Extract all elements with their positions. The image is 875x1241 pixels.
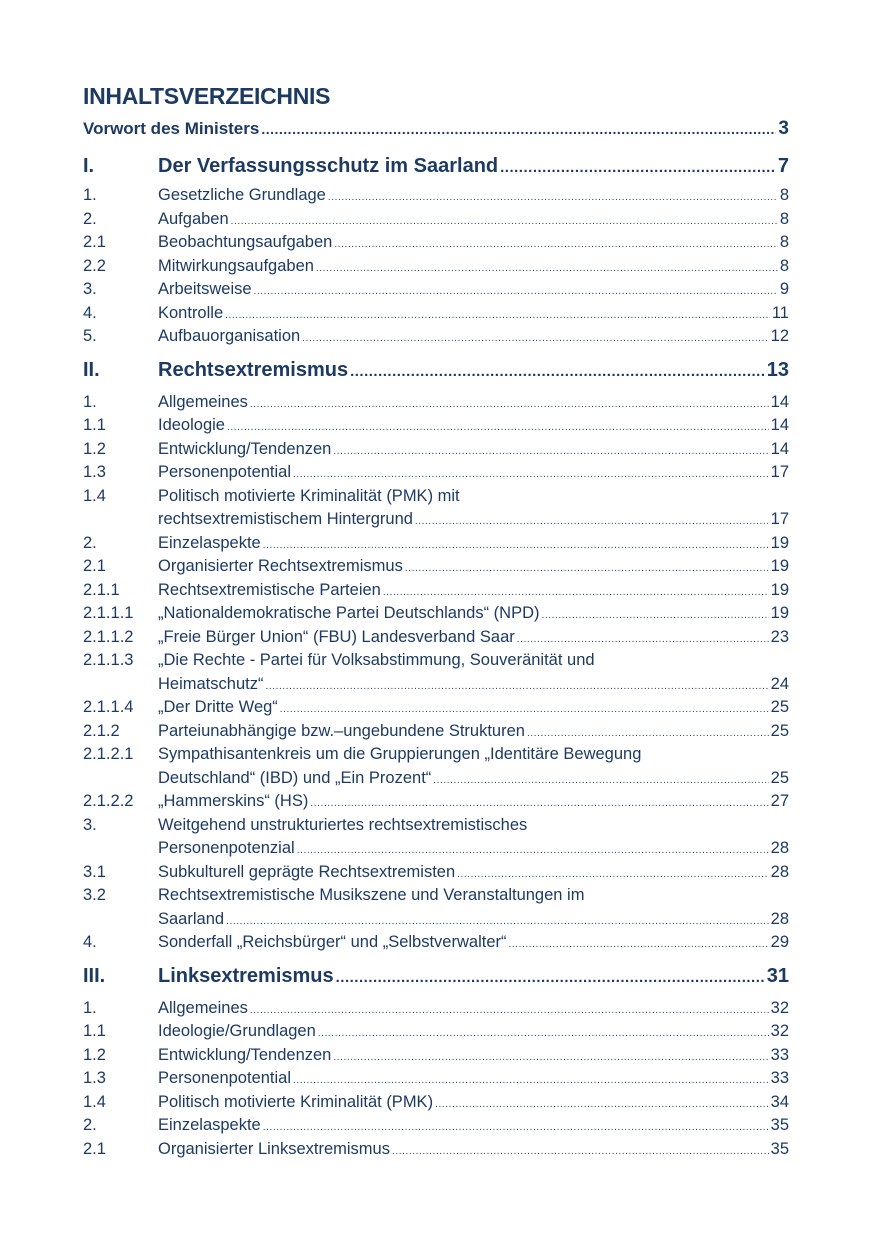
chapter-page: 13	[766, 358, 789, 381]
dot-leader	[333, 440, 768, 464]
dot-leader	[254, 280, 778, 304]
entry-number: 2.2	[83, 256, 106, 275]
chapter-page: 7	[777, 155, 789, 177]
dot-leader	[333, 1046, 768, 1070]
entry-number: 2.1	[83, 233, 106, 251]
entry-page: 8	[779, 186, 789, 204]
entry-page: 19	[770, 580, 789, 599]
entry-text: Rechtsextremistische Parteien	[158, 580, 381, 599]
entry-page: 19	[770, 533, 789, 552]
entry-page: 14	[770, 416, 789, 434]
entry-number: 2.1	[83, 557, 106, 575]
chapter-number: I.	[83, 155, 95, 177]
dot-leader	[316, 257, 778, 281]
toc-entry[interactable]	[83, 532, 789, 556]
entry-text-line1: Rechtsextremistische Musikszene und Veranstaltungen im	[158, 886, 585, 904]
entry-page: 33	[770, 1069, 789, 1087]
chapter-title: Der Verfassungsschutz im Saarland	[158, 155, 499, 177]
dot-leader	[350, 351, 765, 393]
entry-text: Deutschland“ (IBD) und „Ein Prozent“	[158, 768, 432, 787]
entry-number: 4.	[83, 303, 97, 322]
entry-text-line1: Sympathisantenkreis um die Gruppierungen „Identitäre Bewegung	[158, 745, 642, 763]
toc-chapter-heading[interactable]	[83, 349, 789, 391]
entry-page: 23	[770, 627, 789, 646]
dot-leader	[293, 1069, 769, 1093]
entry-number: 2.1.1.1	[83, 604, 134, 622]
entry-text: Einzelaspekte	[158, 533, 261, 552]
entry-text: Kontrolle	[158, 303, 224, 322]
entry-page: 14	[770, 392, 789, 411]
entry-page: 28	[770, 839, 789, 857]
chapter-number: II.	[83, 358, 100, 381]
entry-number: 1.1	[83, 1022, 106, 1040]
dot-leader	[318, 1022, 769, 1046]
entry-text: Vorwort des Ministers	[83, 119, 260, 138]
dot-leader	[435, 1093, 769, 1117]
entry-number: 2.	[83, 1116, 97, 1134]
entry-number: 1.2	[83, 439, 106, 458]
entry-text: Arbeitsweise	[158, 280, 252, 298]
entry-text-line1: Weitgehend unstrukturiertes rechtsextremistisches	[158, 815, 528, 834]
entry-text: Einzelaspekte	[158, 1116, 261, 1134]
dot-leader	[383, 581, 769, 605]
toc-chapter-heading[interactable]	[83, 144, 789, 184]
toc-entry-line[interactable]	[83, 743, 789, 767]
dot-leader	[433, 769, 768, 793]
toc-entry-line[interactable]	[83, 649, 789, 673]
entry-number: 2.1.1.2	[83, 627, 134, 646]
entry-number: 1.2	[83, 1045, 106, 1064]
entry-text-line1: Politisch motivierte Kriminalität (PMK) mit	[158, 486, 460, 505]
entry-page: 8	[779, 256, 789, 275]
entry-page: 27	[770, 792, 789, 810]
chapter-number: III.	[83, 964, 106, 987]
toc-entry[interactable]	[83, 1114, 789, 1138]
dot-leader	[457, 863, 768, 887]
toc-entry[interactable]	[83, 302, 789, 326]
toc-entry[interactable]	[83, 626, 789, 650]
entry-page: 28	[770, 862, 789, 881]
entry-number: 2.1.1.3	[83, 651, 134, 669]
entry-page: 25	[770, 698, 789, 716]
chapter-title: Rechtsextremismus	[158, 358, 349, 381]
entry-page: 25	[770, 768, 789, 787]
entry-number: 2.1.2	[83, 721, 120, 740]
entry-number: 1.	[83, 186, 97, 204]
entry-page: 24	[770, 674, 789, 693]
dot-leader	[405, 557, 769, 581]
entry-number: 2.	[83, 533, 97, 552]
entry-page: 33	[770, 1045, 789, 1064]
entry-number: 3.	[83, 815, 97, 834]
toc-chapter-heading[interactable]	[83, 955, 789, 997]
entry-text: Ideologie/Grundlagen	[158, 1022, 316, 1040]
dot-leader	[261, 114, 776, 144]
table-of-contents	[83, 78, 789, 1161]
toc-entry[interactable]	[83, 1020, 789, 1044]
entry-page: 9	[779, 280, 789, 298]
entry-text: Beobachtungsaufgaben	[158, 233, 333, 251]
entry-number: 4.	[83, 933, 97, 951]
entry-page: 34	[770, 1092, 789, 1111]
dot-leader	[263, 534, 769, 558]
toc-entry[interactable]	[83, 1138, 789, 1162]
entry-page: 17	[770, 510, 789, 528]
toc-entry[interactable]	[83, 325, 789, 349]
entry-number: 2.1.1.4	[83, 698, 134, 716]
entry-text: Saarland	[158, 909, 225, 928]
entry-number: 1.3	[83, 1069, 106, 1087]
entry-number: 5.	[83, 327, 97, 345]
entry-page: 25	[770, 721, 789, 740]
toc-entry[interactable]	[83, 555, 789, 579]
toc-entry-line[interactable]	[83, 884, 789, 908]
toc-entry[interactable]	[83, 579, 789, 603]
entry-page: 8	[779, 209, 789, 228]
dot-leader	[392, 1140, 769, 1164]
toc-entry-continuation[interactable]	[83, 508, 789, 532]
toc-entry-continuation[interactable]	[83, 767, 789, 791]
dot-leader	[297, 839, 769, 863]
entry-number: 1.	[83, 392, 97, 411]
toc-entry[interactable]	[83, 861, 789, 885]
entry-page: 29	[770, 933, 789, 951]
toc-entry[interactable]	[83, 208, 789, 232]
entry-text: Organisierter Rechtsextremismus	[158, 557, 403, 575]
entry-page: 8	[779, 233, 789, 251]
dot-leader	[250, 393, 769, 417]
dot-leader	[227, 416, 769, 440]
entry-text: Entwicklung/Tendenzen	[158, 439, 332, 458]
toc-entry-continuation[interactable]	[83, 837, 789, 861]
dot-leader	[280, 698, 769, 722]
entry-text: Personenpotential	[158, 1069, 292, 1087]
toc-entry-continuation[interactable]	[83, 908, 789, 932]
entry-text: „Nationaldemokratische Partei Deutschlands“ (NPD)	[158, 604, 540, 622]
entry-text: Subkulturell geprägte Rechtsextremisten	[158, 862, 456, 881]
entry-number: 1.	[83, 998, 97, 1017]
chapter-title: Linksextremismus	[158, 964, 334, 987]
toc-entry-vorwort[interactable]	[83, 114, 789, 144]
entry-number: 3.2	[83, 886, 106, 904]
entry-page: 35	[770, 1139, 789, 1158]
dot-leader	[334, 233, 777, 257]
entry-number: 2.1	[83, 1139, 106, 1158]
entry-text: Allgemeines	[158, 998, 248, 1017]
dot-leader	[336, 957, 765, 999]
entry-text: Heimatschutz“	[158, 674, 264, 693]
dot-leader	[415, 510, 769, 534]
entry-text: Sonderfall „Reichsbürger“ und „Selbstverwalter“	[158, 933, 507, 951]
dot-leader	[527, 722, 769, 746]
toc-entry[interactable]	[83, 461, 789, 485]
chapter-page: 31	[766, 964, 789, 987]
entry-page: 35	[770, 1116, 789, 1134]
entry-number: 3.	[83, 280, 97, 298]
entry-page: 19	[770, 604, 789, 622]
dot-leader	[541, 604, 768, 628]
entry-text: „Freie Bürger Union“ (FBU) Landesverband Saar	[158, 627, 515, 646]
toc-entry[interactable]	[83, 1044, 789, 1068]
toc-entry[interactable]	[83, 278, 789, 302]
toc-entry[interactable]	[83, 931, 789, 955]
toc-title: INHALTSVERZEICHNIS	[83, 83, 331, 109]
toc-entry[interactable]	[83, 414, 789, 438]
toc-entry-line[interactable]	[83, 814, 789, 838]
toc-entry-continuation[interactable]	[83, 673, 789, 697]
entry-number: 1.4	[83, 1092, 106, 1111]
toc-entry[interactable]	[83, 438, 789, 462]
entry-page: 12	[770, 327, 789, 345]
toc-entry[interactable]	[83, 602, 789, 626]
entry-page: 11	[771, 303, 789, 322]
entry-number: 2.1.2.2	[83, 792, 134, 810]
entry-page: 14	[770, 439, 789, 458]
entry-text: Ideologie	[158, 416, 225, 434]
toc-entry[interactable]	[83, 184, 789, 208]
dot-leader	[517, 628, 769, 652]
entry-number: 3.1	[83, 862, 106, 881]
entry-text: Personenpotential	[158, 463, 292, 481]
entry-page: 19	[770, 557, 789, 575]
entry-text: Parteiunabhängige bzw.–ungebundene Strukturen	[158, 721, 525, 740]
entry-text: Politisch motivierte Kriminalität (PMK)	[158, 1092, 434, 1111]
entry-text: Aufbauorganisation	[158, 327, 301, 345]
dot-leader	[265, 675, 768, 699]
entry-text: Organisierter Linksextremismus	[158, 1139, 390, 1158]
entry-text: Mitwirkungsaufgaben	[158, 256, 314, 275]
toc-entry[interactable]	[83, 231, 789, 255]
entry-page: 32	[770, 998, 789, 1017]
entry-number: 2.1.1	[83, 580, 120, 599]
entry-number: 1.3	[83, 463, 106, 481]
toc-entry[interactable]	[83, 720, 789, 744]
entry-text: „Hammerskins“ (HS)	[158, 792, 309, 810]
entry-number: 1.1	[83, 416, 106, 434]
entry-text-line1: „Die Rechte - Partei für Volksabstimmung, Souveränität und	[158, 651, 595, 669]
entry-page: 17	[770, 463, 789, 481]
toc-entry[interactable]	[83, 1067, 789, 1091]
entry-text: Allgemeines	[158, 392, 248, 411]
entry-number: 2.1.2.1	[83, 745, 134, 763]
dot-leader	[250, 999, 769, 1023]
toc-entry[interactable]	[83, 997, 789, 1021]
toc-entry[interactable]	[83, 790, 789, 814]
entry-text: Aufgaben	[158, 209, 229, 228]
dot-leader	[302, 327, 768, 351]
toc-entry[interactable]	[83, 391, 789, 415]
dot-leader	[328, 186, 778, 210]
entry-page: 3	[778, 118, 789, 139]
entry-text: „Der Dritte Weg“	[158, 698, 278, 716]
entry-number: 1.4	[83, 486, 106, 505]
dot-leader	[231, 210, 778, 234]
toc-entry-line[interactable]	[83, 485, 789, 509]
toc-entry[interactable]	[83, 255, 789, 279]
dot-leader	[263, 1116, 769, 1140]
toc-entry[interactable]	[83, 1091, 789, 1115]
entry-page: 28	[770, 909, 789, 928]
dot-leader	[508, 933, 768, 957]
entry-page: 32	[770, 1022, 789, 1040]
toc-entry[interactable]	[83, 696, 789, 720]
dot-leader	[225, 304, 770, 328]
entry-text: Entwicklung/Tendenzen	[158, 1045, 332, 1064]
entry-text: Personenpotenzial	[158, 839, 295, 857]
entry-number: 2.	[83, 209, 97, 228]
dot-leader	[310, 792, 768, 816]
dot-leader	[226, 910, 769, 934]
entry-text: rechtsextremistischem Hintergrund	[158, 510, 413, 528]
dot-leader	[293, 463, 769, 487]
entry-text: Gesetzliche Grundlage	[158, 186, 326, 204]
